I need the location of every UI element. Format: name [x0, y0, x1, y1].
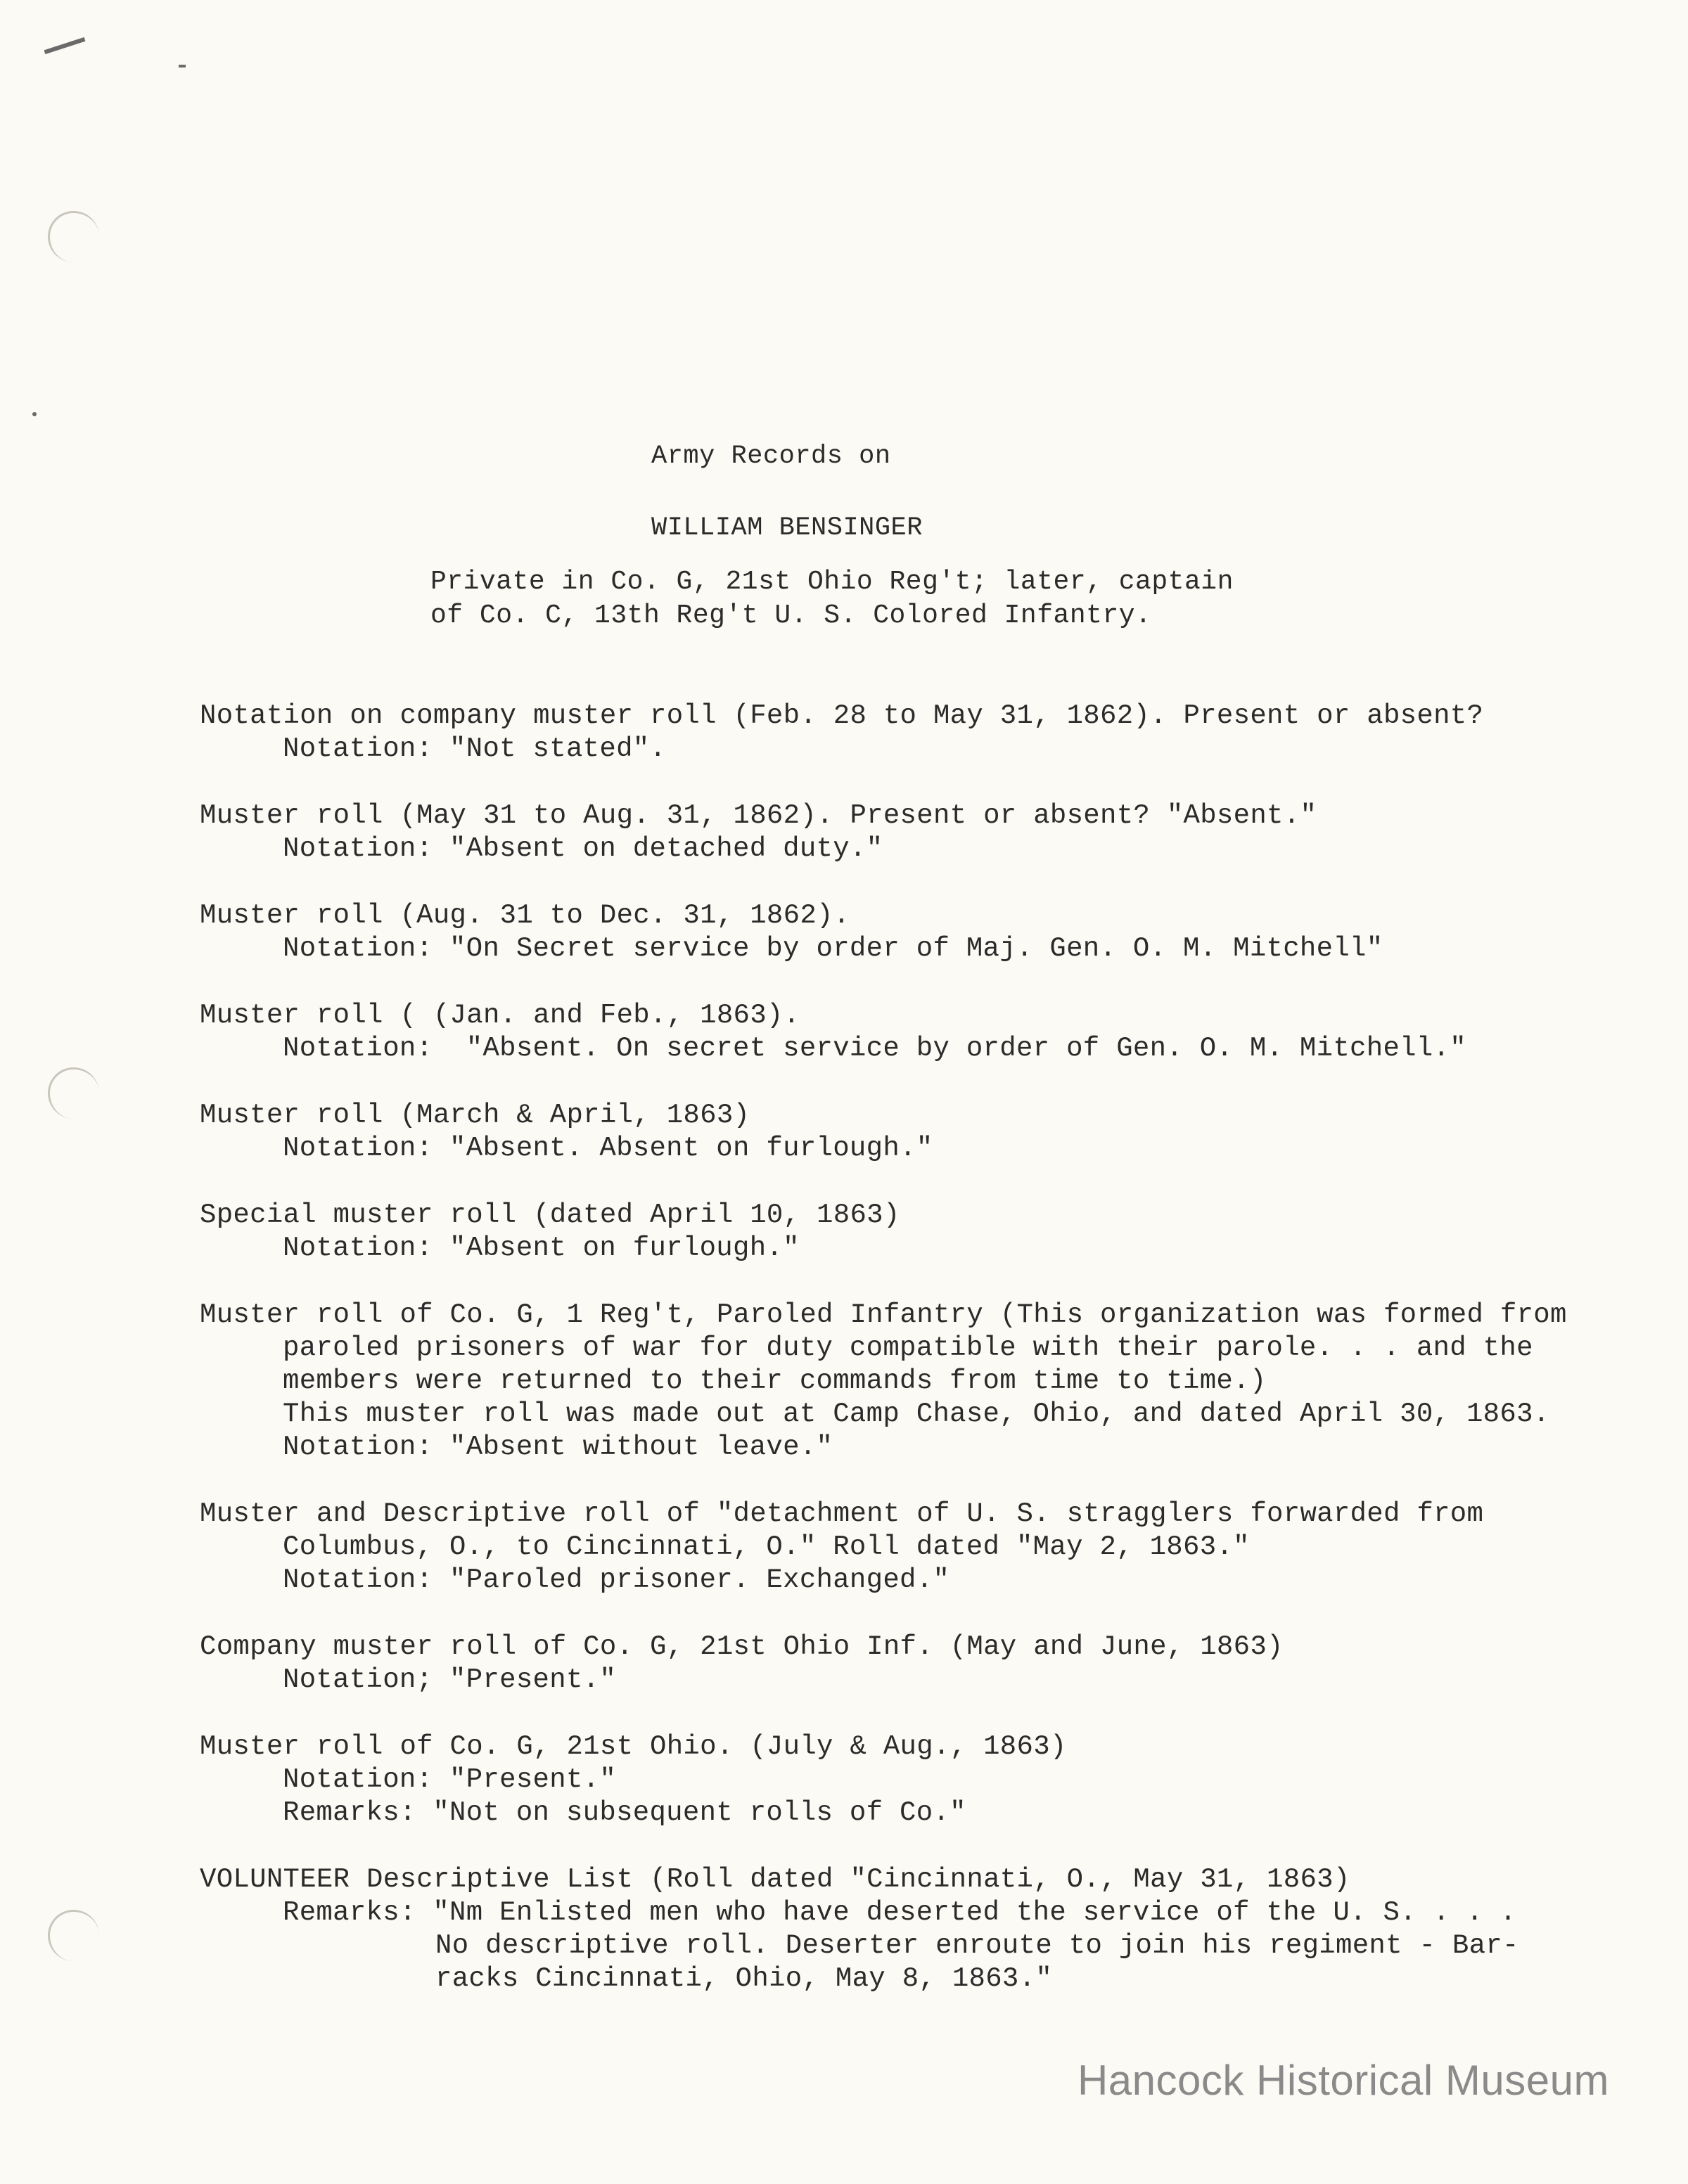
record-entry	[200, 1299, 1578, 1464]
record-entry	[200, 799, 1578, 866]
record-entry	[200, 1863, 1578, 1996]
entry-heading: VOLUNTEER Descriptive List (Roll dated "Cincinnati, O., May 31, 1863)	[200, 1864, 1350, 1895]
entry-text: members were returned to their commands from time to time.)	[283, 1366, 1267, 1396]
entry-heading: Muster roll (Aug. 31 to Dec. 31, 1862).	[200, 900, 850, 931]
entry-heading: Muster roll of Co. G, 21st Ohio. (July & Aug., 1863)	[200, 1731, 1067, 1762]
entry-heading: Muster and Descriptive roll of "detachment of U. S. stragglers forwarded from	[200, 1498, 1484, 1529]
entry-heading: Notation on company muster roll (Feb. 28 to May 31, 1862). Present or absent?	[200, 700, 1484, 731]
entry-heading: Special muster roll (dated April 10, 1863)	[200, 1200, 900, 1231]
entry-notation: Notation: "Present."	[283, 1764, 617, 1795]
entry-heading: Muster roll of Co. G, 1 Reg't, Paroled Infantry (This organization was formed from	[200, 1299, 1567, 1330]
entry-notation: Notation: "Absent on furlough."	[283, 1233, 800, 1264]
record-entry	[200, 1631, 1578, 1697]
entry-text: This muster roll was made out at Camp Chase, Ohio, and dated April 30, 1863.	[283, 1399, 1550, 1430]
record-entry	[200, 899, 1578, 965]
record-entry	[200, 700, 1578, 766]
entry-notation: Notation: "Paroled prisoner. Exchanged."	[283, 1565, 950, 1595]
record-entry	[200, 1498, 1578, 1597]
subject-rank-line-2: of Co. C, 13th Reg't U. S. Colored Infantry.	[430, 600, 1152, 631]
scan-mark	[44, 37, 86, 54]
record-entry	[200, 999, 1578, 1065]
entry-notation: Notation; "Present."	[283, 1664, 617, 1695]
entry-text: racks Cincinnati, Ohio, May 8, 1863."	[435, 1963, 1053, 1994]
entry-notation: Notation: "On Secret service by order of Maj. Gen. O. M. Mitchell"	[283, 933, 1383, 964]
entry-notation: Notation: "Absent. On secret service by order of Gen. O. M. Mitchell."	[283, 1033, 1466, 1064]
entry-text: paroled prisoners of war for duty compatible with their parole. . . and the	[283, 1332, 1533, 1363]
scan-mark	[179, 65, 186, 68]
entry-heading: Muster roll (March & April, 1863)	[200, 1100, 750, 1131]
punch-hole-top	[48, 211, 99, 262]
entry-heading: Muster roll (May 31 to Aug. 31, 1862). Present or absent? "Absent."	[200, 800, 1317, 831]
entry-remarks: Remarks: "Nm Enlisted men who have deserted the service of the U. S. . . .	[283, 1897, 1517, 1928]
entry-text: No descriptive roll. Deserter enroute to join his regiment - Bar-	[435, 1930, 1519, 1961]
record-entry	[200, 1099, 1578, 1165]
entry-notation: Notation: "Not stated".	[283, 733, 667, 764]
record-entry	[200, 1199, 1578, 1265]
subject-rank-line-1: Private in Co. G, 21st Ohio Reg't; later, captain	[430, 567, 1234, 597]
entry-notation: Notation: "Absent on detached duty."	[283, 833, 883, 864]
entry-notation: Notation: "Absent without leave."	[283, 1432, 833, 1463]
entry-remarks: Remarks: "Not on subsequent rolls of Co."	[283, 1797, 966, 1828]
entry-notation: Notation: "Absent. Absent on furlough."	[283, 1133, 933, 1164]
record-entries	[200, 700, 1578, 2029]
header-title: Army Records on	[651, 442, 891, 471]
punch-hole-middle	[48, 1067, 99, 1119]
museum-watermark: Hancock Historical Museum	[1077, 2057, 1609, 2104]
entry-text: Columbus, O., to Cincinnati, O." Roll dated "May 2, 1863."	[283, 1531, 1250, 1562]
entry-heading: Muster roll ( (Jan. and Feb., 1863).	[200, 1000, 800, 1031]
record-entry	[200, 1730, 1578, 1830]
punch-hole-bottom	[48, 1910, 99, 1961]
scan-mark	[32, 412, 37, 416]
entry-heading: Company muster roll of Co. G, 21st Ohio Inf. (May and June, 1863)	[200, 1631, 1284, 1662]
subject-name: WILLIAM BENSINGER	[651, 513, 923, 543]
